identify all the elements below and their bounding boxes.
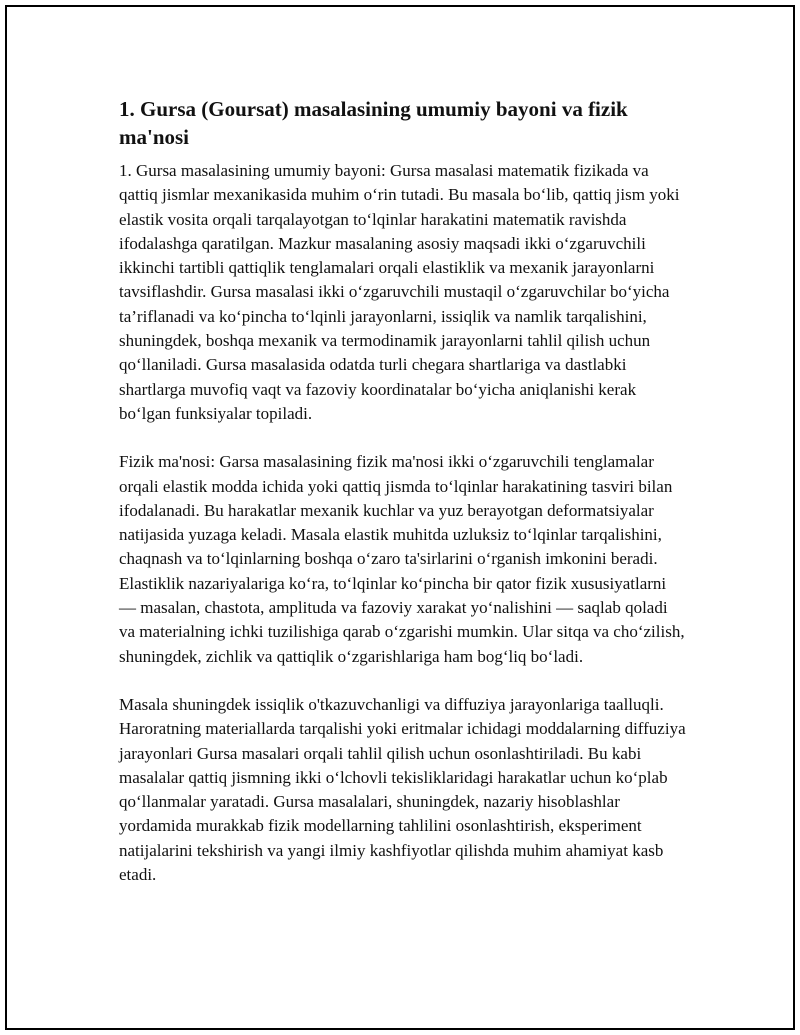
document-title: 1. Gursa (Goursat) masalasining umumiy bayoni va fizik ma'nosi bbox=[119, 97, 628, 149]
paragraph-heat-diffusion: Masala shuningdek issiqlik o'tkazuvchanligi va diffuziya jarayonlariga taalluqli. Haroratning materiallarda tarqalishi yoki eritmalar ichidagi moddalarning diffuziya jarayonlari Gursa masalari orqali tahlil qilish uchun osonlashtiriladi. Bu kabi masalalar qattiq jismning ikki o‘lchovli tekisliklaridagi harakatlar uchun ko‘plab qo‘llanmalar yaratadi. Gursa masalalari, shuningdek, nazariy hisoblashlar yordamida murakkab fizik modellarning tahlilini osonlashtirish, eksperiment natijalarini tekshirish va yangi ilmiy kashfiyotlar qilishda muhim ahamiyat kasb etadi. bbox=[119, 694, 686, 885]
paragraph-general-statement: 1. Gursa masalasining umumiy bayoni: Gursa masalasi matematik fizikada va qattiq jismlar mexanikasida muhim o‘rin tutadi. Bu masala bo‘lib, qattiq jism yoki elastik vosita orqali tarqalayotgan to‘lqinlar harakatini matematik ravishda ifodalashga qaratilgan. Mazkur masalaning asosiy maqsadi ikki o‘zgaruvchili ikkinchi tartibli qattiqlik tenglamalari orqali elastiklik va mexanik jarayonlarni tavsiflashdir. Gursa masalasi ikki o‘zgaruvchili mustaqil o‘zgaruvchilar bo‘yicha ta’riflanadi va ko‘pincha to‘lqinli jarayonlarni, issiqlik va namlik tarqalishini, shuningdek, boshqa mexanik va termodinamik jarayonlarni tahlil qilish uchun qo‘llaniladi. Gursa masalasida odatda turli chegara shartlariga va dastlabki shartlarga muvofiq vaqt va fazoviy koordinatalar bo‘yicha aniqlanishi kerak bo‘lgan funksiyalar topiladi. bbox=[119, 161, 680, 423]
document-body bbox=[119, 95, 687, 911]
paragraph-physical-meaning: Fizik ma'nosi: Garsa masalasining fizik ma'nosi ikki o‘zgaruvchili tenglamalar orqali elastik modda ichida yoki qattiq jismda to‘lqinlar harakatining tasviri bilan ifodalanadi. Bu harakatlar mexanik kuchlar va yuz berayotgan deformatsiyalar natijasida yuzaga keladi. Masala elastik muhitda uzluksiz to‘lqinlar tarqalishini, chaqnash va to‘lqinlarning boshqa o‘zaro ta'sirlarini o‘rganish imkonini beradi. Elastiklik nazariyalariga ko‘ra, to‘lqinlar ko‘pincha bir qator fizik xususiyatlarni — masalan, chastota, amplituda va fazoviy xarakat yo‘nalishini — saqlab qoladi va materialning ichki tuzilishiga qarab o‘zgarishi mumkin. Ular sitqa va cho‘zilish, shuningdek, zichlik va qattiqlik o‘zgarishlariga ham bog‘liq bo‘ladi. bbox=[119, 452, 685, 666]
page-frame bbox=[5, 5, 795, 1030]
